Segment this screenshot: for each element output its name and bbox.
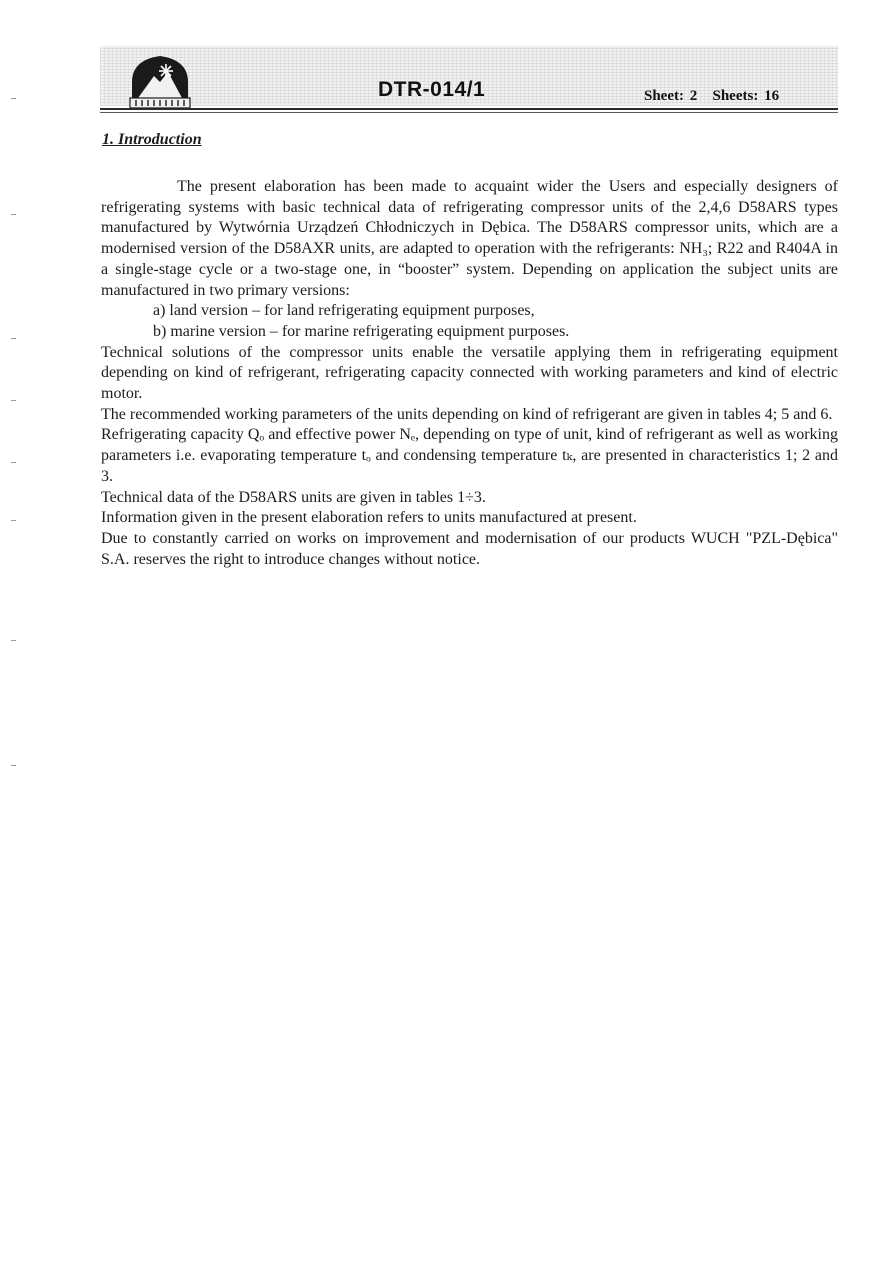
list-item-land-version: a) land version – for land refrigerating equipment purposes,: [153, 302, 535, 320]
paragraph-intro: The present elaboration has been made to acquaint wider the Users and especially designers of refrigerating systems with basic technical data of refrigerating compressor units of the 2,4,6 D58ARS types manufactured by Wytwórnia Urządzeń Chłodniczych in Dębica. The D58ARS compressor units, which are a modernised version of the D58AXR units, are adapted to operation with the refrigerants: NH₃; R22 and R404A in a single-stage cycle or a two-stage one, in “booster” system. Depending on application the subject units are manufactured in two primary versions:: [101, 178, 838, 299]
paragraph-rights-notice: Due to constantly carried on works on improvement and modernisation of our products WUCH "PZL-Dębica" S.A. reserves the right to introduce changes without notice.: [101, 529, 838, 568]
document-code: DTR-014/1: [378, 78, 486, 101]
scan-mark: [11, 98, 16, 99]
mountain-snowflake-logo-icon: [124, 48, 196, 108]
scan-mark: [11, 640, 16, 641]
scan-mark: [11, 520, 16, 521]
sheets-label: Sheets:: [712, 88, 759, 104]
sheet-number: 2: [689, 88, 698, 104]
header-rule: [100, 108, 838, 110]
sheet-info: [644, 88, 781, 105]
paragraph-refrigerating-capacity: Refrigerating capacity Qₒ and effective power Nₑ, depending on type of unit, kind of refrigerant as well as working parameters i.e. evaporating temperature tₒ and condensing temperature tₖ, are presented in characteristics 1; 2 and 3.: [101, 426, 838, 485]
scan-mark: [11, 338, 16, 339]
scan-mark: [11, 765, 16, 766]
list-item-marine-version: b) marine version – for marine refrigerating equipment purposes.: [153, 322, 570, 340]
header-rule-thin: [100, 112, 838, 113]
sheets-total: 16: [764, 88, 780, 104]
paragraph-information: Information given in the present elaboration refers to units manufactured at present.: [101, 509, 637, 527]
paragraph-technical-data: Technical data of the D58ARS units are given in tables 1÷3.: [101, 488, 486, 506]
page-header: [100, 42, 838, 114]
introduction-body: [101, 177, 838, 570]
paragraph-working-parameters: The recommended working parameters of the units depending on kind of refrigerant are given in tables 4; 5 and 6.: [101, 405, 833, 423]
paragraph-technical-solutions: Technical solutions of the compressor units enable the versatile applying them in refrigerating equipment depending on kind of refrigerant, refrigerating capacity connected with working parameters and kind of electric motor.: [101, 343, 838, 403]
scan-mark: [11, 214, 16, 215]
scan-mark: [11, 400, 16, 401]
sheet-label: Sheet:: [644, 88, 684, 104]
scan-mark: [11, 462, 16, 463]
section-title: 1. Introduction: [102, 131, 202, 148]
